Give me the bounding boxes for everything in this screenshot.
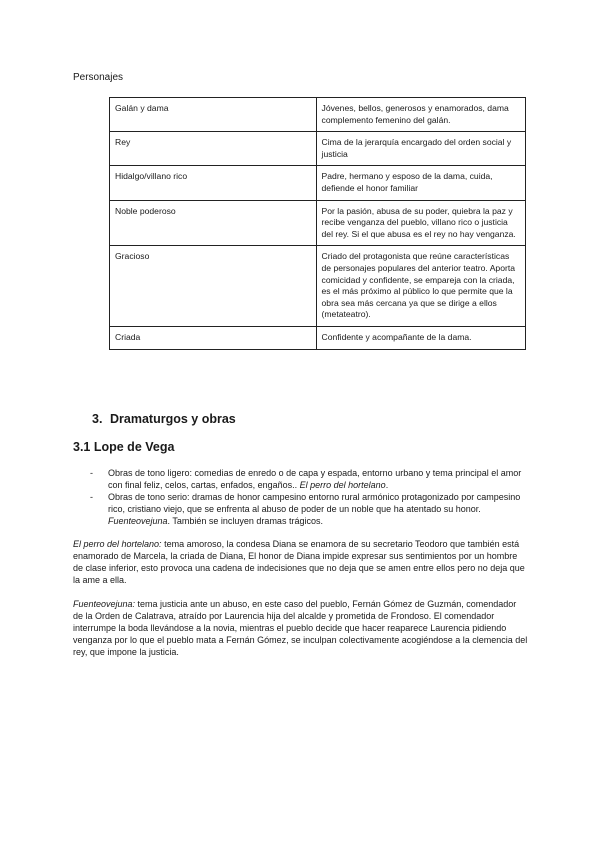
work-title: Fuenteovejuna [108, 516, 168, 526]
character-name: Hidalgo/villano rico [110, 166, 317, 200]
paragraph-text: tema amoroso, la condesa Diana se enamora de su secretario Teodoro que también está enamorado de Marcela, la criada de Diana, El honor de Diana impide expresar sus sentimientos por un hombre de clase inferior, esto provoca una cadena de indecisiones que no deja que se amen entre ellos pero no deja que la ame a ella. [73, 539, 525, 585]
paragraph-perro-del-hortelano [73, 538, 528, 586]
character-description: Confidente y acompañante de la dama. [316, 326, 525, 349]
work-title: El perro del hortelano [299, 480, 386, 490]
section-title: Dramaturgos y obras [110, 412, 236, 426]
bullet-text: Obras de tono ligero: comedias de enredo o de capa y espada, entorno urbano y tema principal el amor con final feliz, celos, cartas, enfados, engaños.. [108, 468, 522, 490]
table-row [110, 326, 526, 349]
character-description: Jóvenes, bellos, generosos y enamorados, dama complemento femenino del galán. [316, 98, 525, 132]
list-item [90, 467, 530, 491]
bullet-text-end: . También se incluyen dramas trágicos. [167, 516, 323, 526]
table-row [110, 246, 526, 327]
character-name: Gracioso [110, 246, 317, 327]
work-title: Fuenteovejuna: [73, 599, 136, 609]
character-description: Criado del protagonista que reúne características de personajes populares del anterior teatro. Aporta comicidad y confidente, se empareja con la criada, es el más próximo al público lo que permite que la obra sea más cercana ya que se dirige a ellos (metateatro). [316, 246, 525, 327]
subsection-heading: 3.1 Lope de Vega [73, 440, 175, 454]
personajes-label: Personajes [73, 72, 124, 83]
section-heading [92, 412, 236, 426]
list-item [90, 491, 530, 527]
table-row [110, 98, 526, 132]
character-name: Galán y dama [110, 98, 317, 132]
character-name: Rey [110, 132, 317, 166]
character-description: Padre, hermano y esposo de la dama, cuida, defiende el honor familiar [316, 166, 525, 200]
bullet-dash: - [90, 468, 93, 478]
paragraph-text: tema justicia ante un abuso, en este caso del pueblo, Fernán Gómez de Guzmán, comendador de la Orden de Calatrava, atraído por Laurencia hija del alcalde y prometida de Frondoso. El comendador interrumpe la boda llevándose a la novia, mientras el pueblo decide que hacer reaparece Laurencia pidiendo venganza por lo que el pueblo mata a Fernán Gómez, se inculpan colectivamente acogiéndose a la clemencia del rey, que impone la justicia. [73, 599, 528, 657]
character-name: Noble poderoso [110, 200, 317, 246]
paragraph-fuenteovejuna [73, 598, 528, 658]
bullet-text-end: . [385, 480, 389, 490]
table-row [110, 200, 526, 246]
table-row [110, 166, 526, 200]
section-number: 3. [92, 412, 103, 426]
character-description: Por la pasión, abusa de su poder, quiebra la paz y recibe venganza del pueblo, villano rico o justicia del rey. Si el que abusa es el rey no hay venganza. [316, 200, 525, 246]
characters-table [109, 97, 526, 350]
bullet-text: Obras de tono serio: dramas de honor campesino entorno rural armónico protagonizado por campesino rico, cristiano viejo, que se enfrenta al abuso de poder de un noble que ha atentado su honor. [108, 492, 521, 514]
works-list [90, 467, 530, 527]
character-description: Cima de la jerarquía encargado del orden social y justicia [316, 132, 525, 166]
bullet-dash: - [90, 492, 93, 502]
character-name: Criada [110, 326, 317, 349]
table-row [110, 132, 526, 166]
work-title: El perro del hortelano: [73, 539, 162, 549]
